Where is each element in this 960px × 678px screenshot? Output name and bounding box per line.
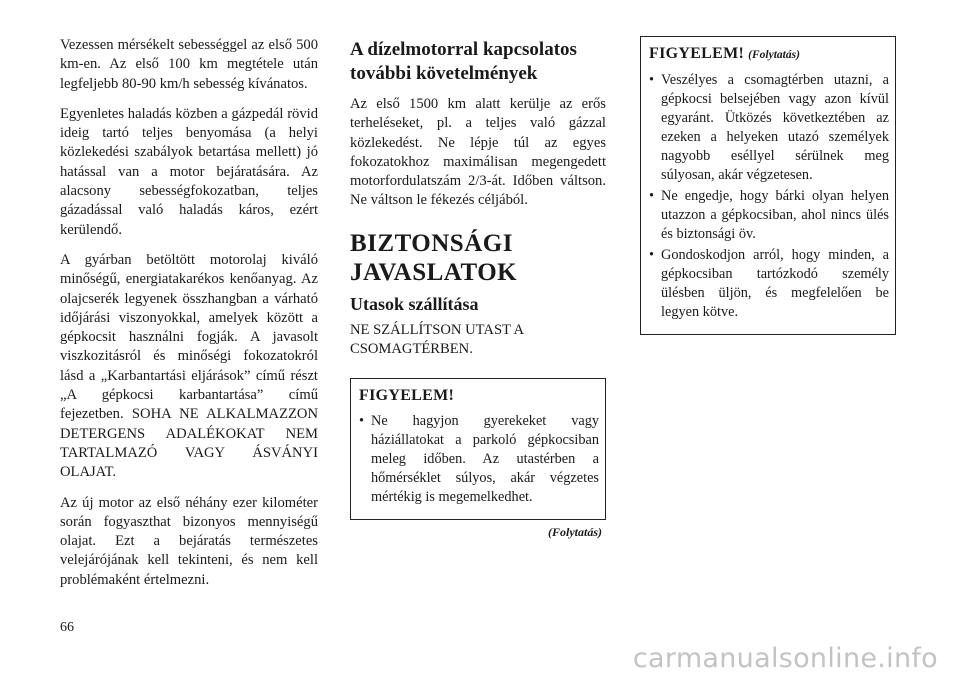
warning-box-continued <box>640 36 896 335</box>
middle-column <box>350 36 606 540</box>
paragraph-engine-oil: A gyárban betöltött motorolaj kiváló minőségű, energiatakarékos kenőanyag. Az olajcserék legyenek összhangban a várható időjárási viszonyokkal, amelyek között a gépkocsit használni fogják. A javasolt viszkozitásról és minőségi fokozatokról lásd a „Karbantartási eljárások” című részt „A gépkocsi karbantartása” című fejezetben. SOHA NE ALKALMAZZON DETERGENS ADALÉKOKAT NEM TARTALMAZÓ VAGY ÁSVÁNYI OLAJAT. <box>60 251 318 481</box>
warning-title: FIGYELEM! <box>359 387 455 405</box>
right-column <box>640 36 896 335</box>
left-column <box>60 36 318 601</box>
warning-title-text: FIGYELEM! <box>649 45 745 62</box>
paragraph-diesel: Az első 1500 km alatt kerülje az erős terheléseket, pl. a teljes való gázzal közlekedést. Ne lépje túl az egyes fokozatokhoz maximálisan megengedett motorfordulatszám 2/3-át. Időben váltson. Ne váltson le fékezés céljából. <box>350 96 606 209</box>
paragraph-oil-consumption: Az új motor az első néhány ezer kilométer során fogyaszthat bizonyos mennyiségű olajat. Ezt a bejáratás természetes velejárójának kell tekinteni, és nem kell problémaként értelmezni. <box>60 494 318 588</box>
paragraph-break-in-speed: Vezessen mérsékelt sebességgel az első 500 km-en. Az első 100 km megtétele után legfeljebb 80-90 km/h sebesség kívánatos. <box>60 37 318 92</box>
paragraph-no-passengers-cargo: NE SZÁLLÍTSON UTAST A CSOMAGTÉRBEN. <box>350 321 524 358</box>
paragraph-throttle: Egyenletes haladás közben a gázpedál rövid ideig tartó teljes benyomása (a helyi közlekedési szabályok betartása mellett) jó hatással van a motor bejáratására. Az alacsony sebességfokozatban, teljes gázadással való haladás káros, ezért kerülendő. <box>60 105 318 238</box>
warning-continued-label: (Folytatás) <box>748 49 800 61</box>
warning-item: • Ne engedje, hogy bárki olyan helyen utazzon a gépkocsiban, ahol nincs ülés és biztonsági öv. <box>649 187 889 244</box>
warning-item: • Ne hagyjon gyerekeket vagy háziállatokat a parkoló gépkocsiban meleg időben. Az utastérben a hőmérséklet súlyos, akár végzetes mértékig is megemelkedhet. <box>359 412 599 507</box>
continued-label: (Folytatás) <box>548 525 602 540</box>
subheading-passengers: Utasok szállítása <box>350 293 479 314</box>
warning-item: • Gondoskodjon arról, hogy minden, a gépkocsiban tartózkodó személy ülésben üljön, és megfelelően be legyen kötve. <box>649 246 889 322</box>
warning-title <box>649 44 889 65</box>
warning-list <box>359 412 599 507</box>
warning-list <box>649 71 889 322</box>
section-title: BIZTONSÁGI JAVASLATOK <box>350 229 518 286</box>
page-number: 66 <box>60 620 74 635</box>
watermark: carmanualsonline.info <box>632 643 938 674</box>
warning-item: • Veszélyes a csomagtérben utazni, a gépkocsi belsejében vagy azon kívül egyaránt. Ütközés következtében az ezeken a helyeken utazó személyek nagyobb eséllyel sérülnek meg súlyosan, akár végzetesen. <box>649 71 889 185</box>
warning-box <box>350 378 606 520</box>
diesel-heading: A dízelmotorral kapcsolatos további követelmények <box>350 39 577 84</box>
